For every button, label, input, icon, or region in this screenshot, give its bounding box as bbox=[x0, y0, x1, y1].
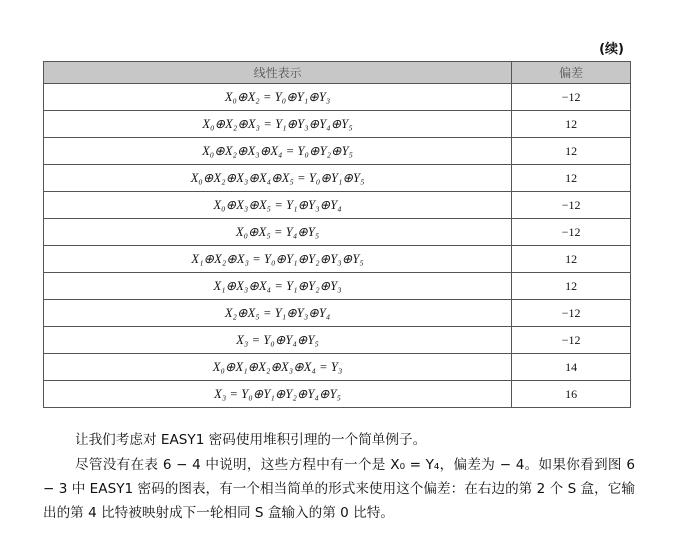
expression-cell: X₁⊕X₃⊕X₄ = Y₁⊕Y₂⊕Y₃ bbox=[44, 273, 512, 300]
table-row bbox=[44, 165, 631, 192]
table-row bbox=[44, 192, 631, 219]
table-header-row bbox=[44, 62, 631, 84]
expression-cell: X₀⊕X₃⊕X₅ = Y₁⊕Y₃⊕Y₄ bbox=[44, 192, 512, 219]
expression-cell: X₀⊕X₂ = Y₀⊕Y₁⊕Y₃ bbox=[44, 84, 512, 111]
expression-cell: X₀⊕X₂⊕X₃⊕X₄ = Y₀⊕Y₂⊕Y₅ bbox=[44, 138, 512, 165]
table-row bbox=[44, 84, 631, 111]
expression-cell: X₀⊕X₂⊕X₃⊕X₄⊕X₅ = Y₀⊕Y₁⊕Y₅ bbox=[44, 165, 512, 192]
bias-cell: −12 bbox=[512, 84, 631, 111]
table-row bbox=[44, 300, 631, 327]
table-row bbox=[44, 381, 631, 408]
bias-cell: −12 bbox=[512, 327, 631, 354]
paragraph-intro: 让我们考虑对 EASY1 密码使用堆积引理的一个简单例子。 bbox=[75, 432, 427, 448]
expression-cell: X₁⊕X₂⊕X₃ = Y₀⊕Y₁⊕Y₂⊕Y₃⊕Y₅ bbox=[44, 246, 512, 273]
bias-cell: −12 bbox=[512, 300, 631, 327]
expression-cell: X₃ = Y₀⊕Y₄⊕Y₅ bbox=[44, 327, 512, 354]
expression-cell: X₀⊕X₅ = Y₄⊕Y₅ bbox=[44, 219, 512, 246]
table-row bbox=[44, 219, 631, 246]
continued-label: (续) bbox=[599, 42, 624, 57]
header-bias: 偏差 bbox=[512, 62, 631, 84]
bias-cell: −12 bbox=[512, 192, 631, 219]
table-row bbox=[44, 246, 631, 273]
paragraph-example: 尽管没有在表 6 − 4 中说明，这些方程中有一个是 X₀ = Y₄，偏差为 − 4。如果你看到图 6 − 3 中 EASY1 密码的图表，有一个相当简单的形式来使用这个偏差：在右边的第 2 个 S 盒，它输出的第 4 比特被映射成下一轮相同 S 盒输入的第 0 比特。 bbox=[43, 457, 635, 521]
table-row bbox=[44, 138, 631, 165]
table-row bbox=[44, 111, 631, 138]
expression-cell: X₀⊕X₁⊕X₂⊕X₃⊕X₄ = Y₃ bbox=[44, 354, 512, 381]
expression-cell: X₂⊕X₅ = Y₁⊕Y₃⊕Y₄ bbox=[44, 300, 512, 327]
bias-cell: 12 bbox=[512, 273, 631, 300]
table-row bbox=[44, 327, 631, 354]
bias-cell: 14 bbox=[512, 354, 631, 381]
linear-approximation-table bbox=[43, 61, 631, 408]
bias-cell: −12 bbox=[512, 219, 631, 246]
bias-cell: 12 bbox=[512, 165, 631, 192]
header-expression: 线性表示 bbox=[44, 62, 512, 84]
expression-cell: X₃ = Y₀⊕Y₁⊕Y₂⊕Y₄⊕Y₅ bbox=[44, 381, 512, 408]
table-row bbox=[44, 354, 631, 381]
bias-cell: 12 bbox=[512, 138, 631, 165]
expression-cell: X₀⊕X₂⊕X₃ = Y₁⊕Y₃⊕Y₄⊕Y₅ bbox=[44, 111, 512, 138]
table-row bbox=[44, 273, 631, 300]
bias-cell: 16 bbox=[512, 381, 631, 408]
bias-cell: 12 bbox=[512, 111, 631, 138]
bias-cell: 12 bbox=[512, 246, 631, 273]
